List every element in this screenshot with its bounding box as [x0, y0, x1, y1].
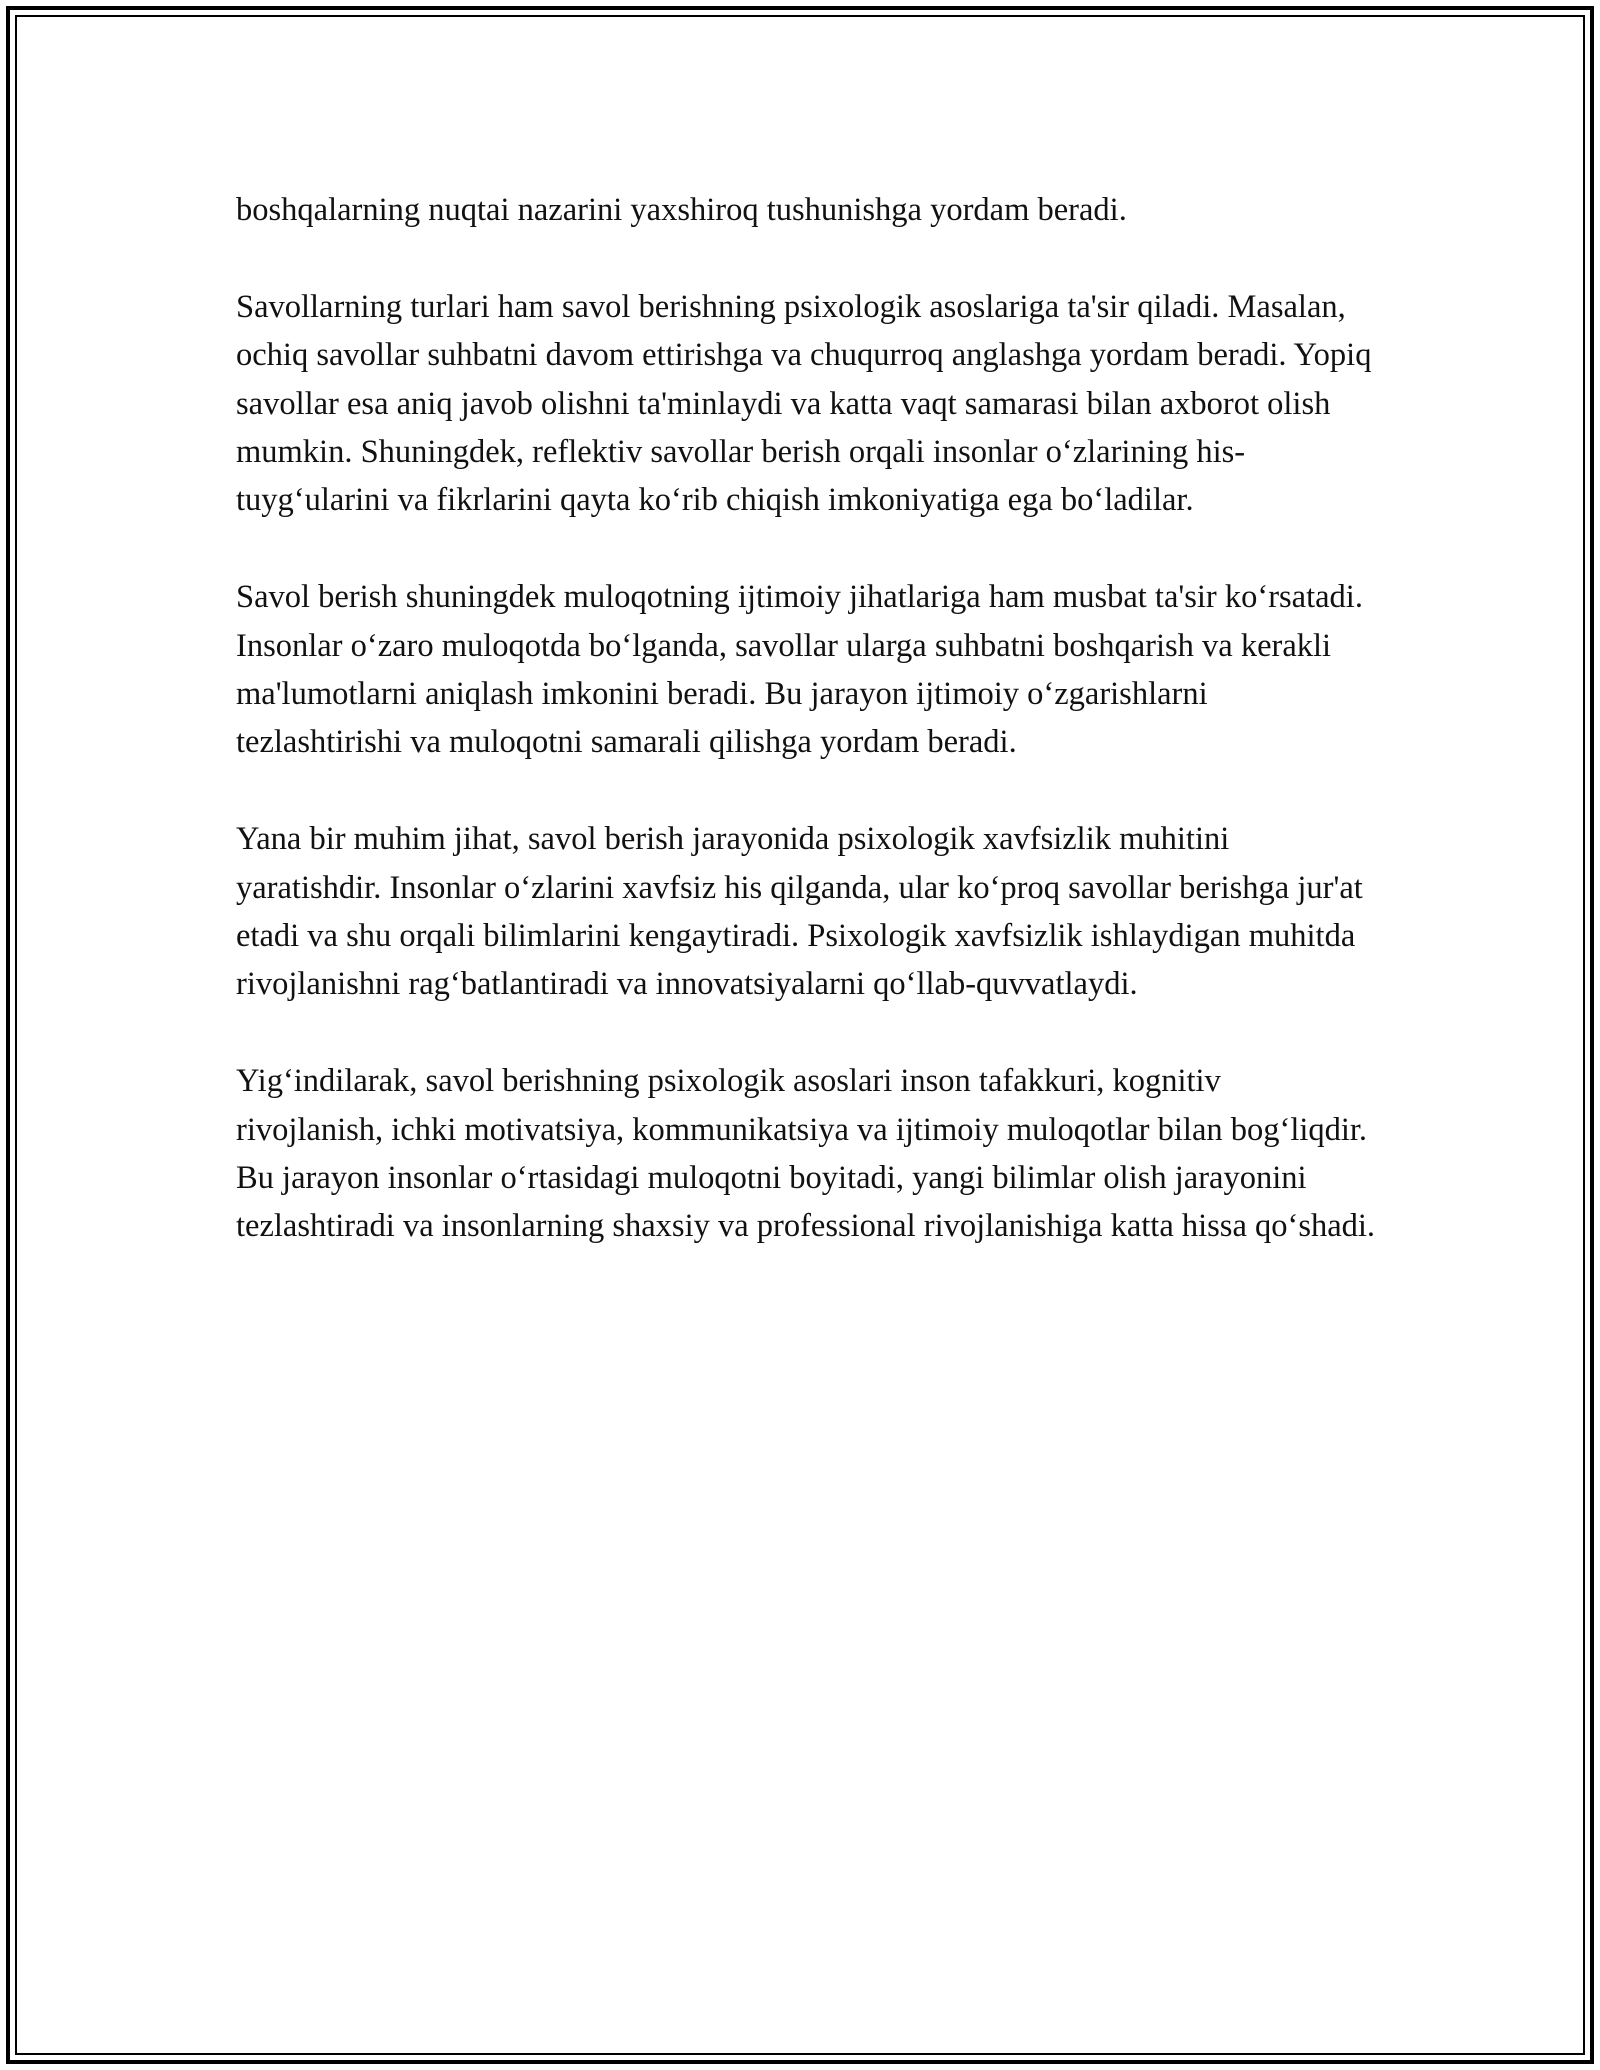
paragraph-3: Savol berish shuningdek muloqotning ijtimoiy jihatlariga ham musbat ta'sir ko‘rsatadi. Insonlar o‘zaro muloqotda bo‘lganda, savollar ularga suhbatni boshqarish va kerakli ma'lumotlarni aniqlash imkonini beradi. Bu jarayon ijtimoiy o‘zgarishlarni tezlashtirishi va muloqotni samarali qilishga yordam beradi. [236, 579, 1363, 761]
paragraph-4: Yana bir muhim jihat, savol berish jarayonida psixologik xavfsizlik muhitini yaratishdir. Insonlar o‘zlarini xavfsiz his qilganda, ular ko‘proq savollar berishga jur'at etadi va shu orqali bilimlarini kengaytiradi. Psixologik xavfsizlik ishlaydigan muhitda rivojlanishni rag‘batlantiradi va innovatsiyalarni qo‘llab-quvvatlaydi. [236, 821, 1363, 1003]
paragraph-5: Yig‘indilarak, savol berishning psixologik asoslari inson tafakkuri, kognitiv rivojlanish, ichki motivatsiya, kommunikatsiya va ijtimoiy muloqotlar bilan bog‘liqdir. Bu jarayon insonlar o‘rtasidagi muloqotni boyitadi, yangi bilimlar olish jarayonini tezlashtiradi va insonlarning shaxsiy va professional rivojlanishiga katta hissa qo‘shadi. [236, 1063, 1376, 1245]
document-body [236, 186, 1376, 1251]
paragraph-2: Savollarning turlari ham savol berishning psixologik asoslariga ta'sir qiladi. Masalan, ochiq savollar suhbatni davom ettirishga va chuqurroq anglashga yordam beradi. Yopiq savollar esa aniq javob olishni ta'minlaydi va katta vaqt samarasi bilan axborot olish mumkin. Shuningdek, reflektiv savollar berish orqali insonlar o‘zlarining his-tuyg‘ularini va fikrlarini qayta ko‘rib chiqish imkoniyatiga ega bo‘ladilar. [236, 288, 1372, 519]
paragraph-1: boshqalarning nuqtai nazarini yaxshiroq tushunishga yordam beradi. [236, 192, 1127, 228]
